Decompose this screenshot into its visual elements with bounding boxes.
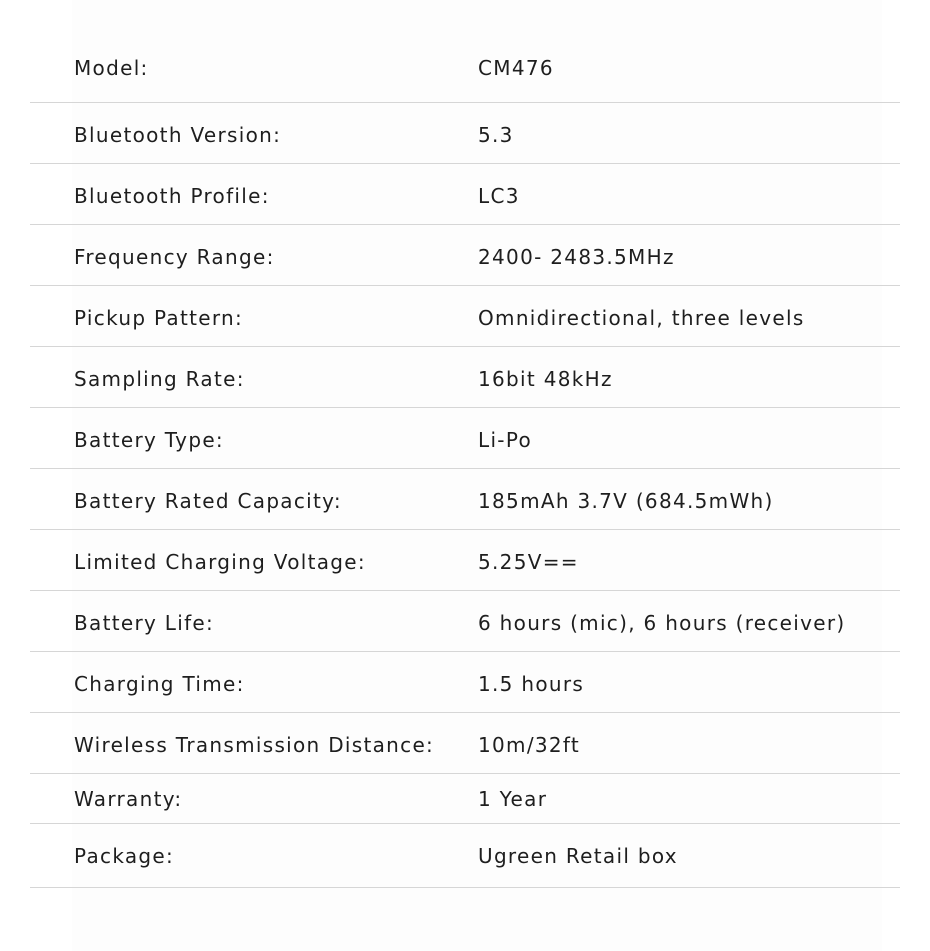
- spec-value: Li-Po: [478, 428, 532, 452]
- spec-label: Bluetooth Version:: [74, 123, 282, 147]
- spec-value: 1.5 hours: [478, 672, 585, 696]
- spec-value: 16bit 48kHz: [478, 367, 613, 391]
- spec-label: Sampling Rate:: [74, 367, 245, 391]
- spec-row-sampling-rate: [30, 347, 900, 408]
- spec-value: 185mAh 3.7V (684.5mWh): [478, 489, 774, 513]
- spec-value: CM476: [478, 56, 554, 80]
- spec-row-pickup-pattern: [30, 286, 900, 347]
- spec-label: Warranty:: [74, 787, 183, 811]
- spec-label: Model:: [74, 56, 149, 80]
- spec-value: Ugreen Retail box: [478, 844, 678, 868]
- spec-row-battery-rated-capacity: [30, 469, 900, 530]
- spec-value: Omnidirectional, three levels: [478, 306, 805, 330]
- spec-value: 5.3: [478, 123, 514, 147]
- spec-label: Battery Type:: [74, 428, 224, 452]
- spec-row-battery-type: [30, 408, 900, 469]
- spec-row-frequency-range: [30, 225, 900, 286]
- spec-label: Pickup Pattern:: [74, 306, 244, 330]
- spec-value: 2400- 2483.5MHz: [478, 245, 675, 269]
- spec-row-bluetooth-version: [30, 103, 900, 164]
- spec-value: 6 hours (mic), 6 hours (receiver): [478, 611, 846, 635]
- spec-label: Limited Charging Voltage:: [74, 550, 366, 574]
- spec-table: [30, 36, 900, 888]
- spec-row-package: [30, 824, 900, 888]
- spec-label: Wireless Transmission Distance:: [74, 733, 435, 757]
- spec-row-charging-time: [30, 652, 900, 713]
- spec-row-model: [30, 36, 900, 103]
- spec-label: Frequency Range:: [74, 245, 275, 269]
- spec-label: Battery Rated Capacity:: [74, 489, 342, 513]
- spec-row-bluetooth-profile: [30, 164, 900, 225]
- spec-label: Charging Time:: [74, 672, 245, 696]
- spec-value: 5.25V==: [478, 550, 579, 574]
- spec-label: Package:: [74, 844, 175, 868]
- spec-row-warranty: [30, 774, 900, 824]
- spec-value: 1 Year: [478, 787, 548, 811]
- spec-value: LC3: [478, 184, 520, 208]
- spec-label: Battery Life:: [74, 611, 215, 635]
- spec-value: 10m/32ft: [478, 733, 581, 757]
- spec-label: Bluetooth Profile:: [74, 184, 270, 208]
- spec-row-limited-charging-voltage: [30, 530, 900, 591]
- spec-row-battery-life: [30, 591, 900, 652]
- spec-row-wireless-transmission-distance: [30, 713, 900, 774]
